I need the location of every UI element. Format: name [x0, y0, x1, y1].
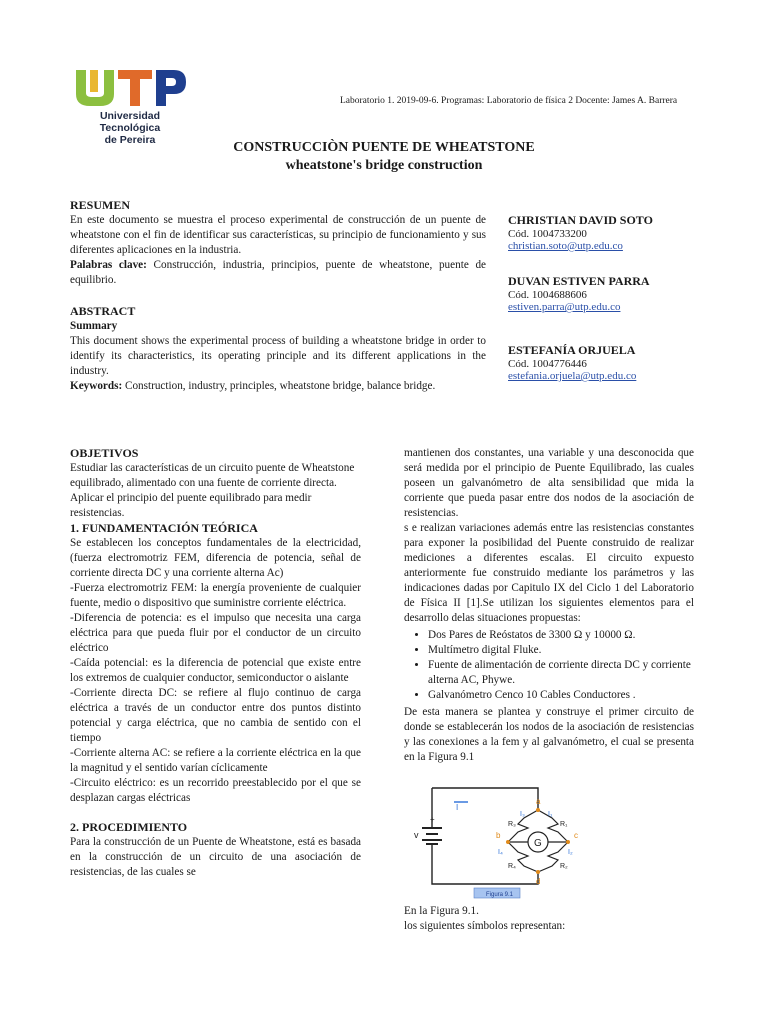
author-code: Cód. 1004733200: [508, 228, 587, 240]
label-a: a: [536, 797, 541, 806]
after-figure: [404, 904, 694, 934]
author-code: Cód. 1004688606: [508, 289, 587, 301]
abstract-body: [70, 319, 486, 394]
materials-item: • Fuente de alimentación de corriente directa DC y corriente alterna AC, Phywe.: [428, 658, 694, 688]
university-line-2: de Pereira: [104, 134, 156, 146]
right-column: [404, 446, 694, 765]
resumen-keywords-text: Construcción, industria, principios, puente de wheatstone, puente de equilibrio.: [70, 259, 487, 286]
author-name: DUVAN ESTIVEN PARRA: [508, 274, 650, 288]
procedimiento-body: Para la construcción de un Puente de Wheatstone, está es basada en la construcción de un circuito de una asociación de resistencias, de las cuales se: [70, 836, 361, 878]
resumen-body: [70, 213, 486, 288]
after-figure-line-2: los siguientes símbolos representan:: [404, 920, 566, 932]
battery-plus: +: [430, 815, 435, 824]
author-code: Cód. 1004776446: [508, 358, 587, 370]
fundamentacion-paragraph: Se establecen los conceptos fundamentales de la electricidad, (fuerza electromotriz FEM, diferencia de potencia, señal de corriente directa DC y una corriente alterna Ac): [70, 537, 361, 579]
author-1: [508, 213, 708, 252]
fundamentacion-heading: 1. FUNDAMENTACIÓN TEÓRICA: [70, 521, 258, 535]
label-R3: R₃: [508, 821, 516, 828]
label-I4: I₄: [498, 849, 503, 856]
abstract-keywords-label: Keywords:: [70, 380, 123, 392]
resumen-keywords-label: Palabras clave:: [70, 259, 147, 271]
fundamentacion-body: [70, 536, 361, 806]
label-I2: I₂: [568, 849, 573, 856]
label-R2: R₂: [560, 863, 568, 870]
fundamentacion-paragraph: -Corriente alterna AC: se refiere a la corriente eléctrica en la que la magnitud y el sentido varían cíclicamente: [70, 747, 361, 774]
label-c: c: [574, 831, 578, 840]
materials-item: • Galvanómetro Cenco 10 Cables Conductores .: [428, 688, 694, 703]
label-R1: R₁: [560, 821, 568, 828]
logo-inner: [90, 70, 98, 92]
left-column: [70, 446, 361, 880]
materials-item: • Multímetro digital Fluke.: [428, 643, 694, 658]
label-I1: I₁: [548, 811, 553, 818]
objetivos-body: [70, 461, 361, 521]
materials-list: [404, 628, 694, 703]
right-paragraph-2: s e realizan variaciones además entre las resistencias constantes para exponer la posibilidad del Puente construido de realizar mediciones a diferentes escalas. El circuito expuesto anteriormente fue construido mediante los parámetros y las indicaciones dadas por Capitulo IX del Ciclo 1 del Laboratorio de Física II [1].Se utilizan los siguientes elementos para el desarrollo delas situaciones propuestas:: [404, 522, 694, 624]
author-2: [508, 274, 708, 313]
utp-logo-mark: [70, 66, 190, 110]
fundamentacion-paragraph: -Fuerza electromotriz FEM: la energía proveniente de cualquier fuente, medio o dispositivo que suministre corriente eléctrica.: [70, 582, 361, 609]
wheatstone-circuit-diagram: [408, 780, 588, 900]
abstract-heading: ABSTRACT: [70, 304, 136, 318]
label-I: I: [456, 803, 459, 812]
label-d: d: [536, 877, 541, 886]
abstract-text: This document shows the experimental process of building a wheatstone bridge in order to identify its characteristics, its operating principle and its different applications in the industry.: [70, 335, 486, 377]
right-paragraph-1: mantienen dos constantes, una variable y una desconocida que será medida por el principio de Puente Equilibrado, las cuales poseen un galvanómetro de alta sensibilidad que mida la corriente que pueda pasar entre dos nodos de la asociación de resistencias.: [404, 447, 694, 519]
logo-letter-p: [156, 70, 186, 106]
fundamentacion-paragraph: -Diferencia de potencia: es el impulso que necesita una carga eléctrica para que pueda fluir por el conductor de un circuito eléctrico: [70, 612, 361, 654]
label-v: v: [414, 830, 419, 840]
materials-item: • Dos Pares de Reóstatos de 3300 Ω y 10000 Ω.: [428, 628, 694, 643]
resumen-text: En este documento se muestra el proceso experimental de construcción de un puente de wheatstone con el fin de identificar sus características, su principio de funcionamiento y sus diferentes aplicaciones en la industria.: [70, 214, 486, 256]
node-b: [506, 840, 510, 844]
node-d: [536, 870, 540, 874]
resumen-heading: RESUMEN: [70, 198, 131, 212]
abstract-keywords: [70, 379, 486, 394]
label-I3: I₃: [520, 811, 525, 818]
abstract-section: [70, 304, 486, 394]
objetivo-item: Estudiar las características de un circuito puente de Wheatstone equilibrado, alimentado con una fuente de corriente directa.: [70, 462, 355, 489]
node-a: [536, 808, 540, 812]
university-line-1: Universidad Tecnológica: [99, 110, 161, 134]
header-info: Laboratorio 1. 2019-09-6. Programas: Laboratorio de física 2 Docente: James A. Barrera: [340, 96, 678, 106]
title-spanish: CONSTRUCCIÒN PUENTE DE WHEATSTONE: [233, 140, 535, 155]
resumen-section: [70, 198, 486, 288]
label-G: G: [534, 838, 542, 849]
author-email-link[interactable]: estiven.parra@utp.edu.co: [508, 301, 621, 313]
author-name: CHRISTIAN DAVID SOTO: [508, 213, 653, 227]
objetivo-item: Aplicar el principio del puente equilibrado para medir resistencias.: [70, 492, 312, 519]
right-paragraph-3: De esta manera se plantea y construye el primer circuito de donde se establecerán los nodos de la asociación de resistencias y las conexiones a la fem y al galvanómetro, el cual se presenta en la Figura 9.1: [404, 706, 694, 763]
figure-caption: Figura 9.1: [486, 892, 514, 898]
title-english: wheatstone's bridge construction: [285, 158, 483, 173]
author-name: ESTEFANÍA ORJUELA: [508, 343, 636, 357]
author-email-link[interactable]: estefania.orjuela@utp.edu.co: [508, 370, 637, 382]
author-3: [508, 343, 708, 382]
fundamentacion-paragraph: -Caída potencial: es la diferencia de potencial que existe entre los extremos de cualquier conductor, semiconductor o aislante: [70, 657, 361, 684]
after-figure-line-1: En la Figura 9.1.: [404, 905, 479, 917]
resumen-keywords: [70, 258, 486, 288]
logo-letter-t: [118, 70, 152, 106]
objetivos-heading: OBJETIVOS: [70, 446, 139, 460]
abstract-keywords-text: Construction, industry, principles, wheatstone bridge, balance bridge.: [122, 380, 436, 392]
fundamentacion-paragraph: -Corriente directa DC: se refiere al flujo continuo de carga eléctrica a través de un conductor entre dos puntos distinto potencial y carga eléctrica, que no cambia de sentido con el tiempo: [70, 687, 361, 744]
procedimiento-heading: 2. PROCEDIMIENTO: [70, 820, 188, 834]
figure-9-1: [408, 780, 588, 900]
node-c: [566, 840, 570, 844]
label-R4: R₄: [508, 863, 516, 870]
label-b: b: [496, 831, 501, 840]
abstract-summary-label: Summary: [70, 320, 118, 332]
author-email-link[interactable]: christian.soto@utp.edu.co: [508, 240, 623, 252]
fundamentacion-paragraph: -Circuito eléctrico: es un recorrido preestablecido por el que se desplazan cargas eléctricas: [70, 777, 361, 804]
